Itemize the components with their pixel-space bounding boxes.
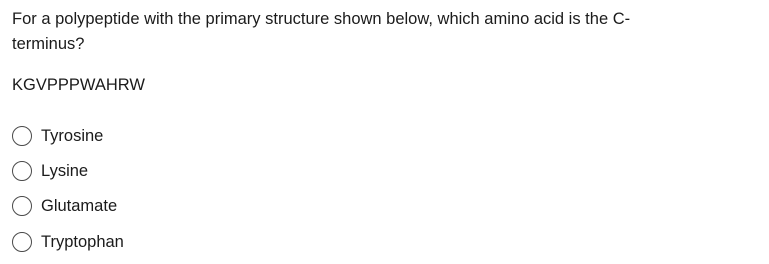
answer-option-tryptophan[interactable] — [12, 224, 124, 259]
peptide-sequence: KGVPPPWAHRW — [12, 76, 145, 94]
answer-option-tyrosine[interactable] — [12, 118, 124, 153]
question-text: For a polypeptide with the primary structure shown below, which amino acid is the C-terminus? — [12, 10, 631, 53]
answer-option-lysine[interactable] — [12, 153, 124, 188]
radio-button-unchecked[interactable] — [12, 161, 32, 181]
radio-button-unchecked[interactable] — [12, 232, 32, 252]
option-label: Lysine — [41, 161, 89, 180]
radio-button-unchecked[interactable] — [12, 126, 32, 146]
option-label: Glutamate — [41, 197, 118, 216]
option-label: Tryptophan — [41, 232, 124, 251]
radio-button-unchecked[interactable] — [12, 196, 32, 216]
answer-option-glutamate[interactable] — [12, 189, 124, 224]
option-label: Tyrosine — [41, 126, 104, 145]
answer-options — [12, 118, 124, 259]
